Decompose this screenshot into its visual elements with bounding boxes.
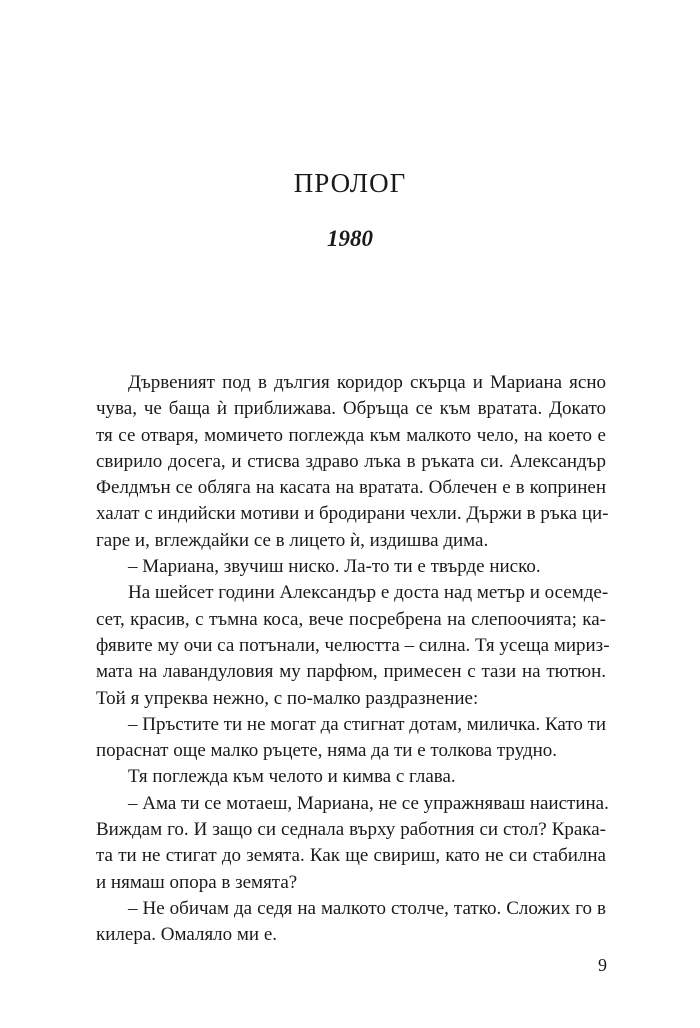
body-text [96,370,610,949]
text-line: – Ама ти се мотаеш, Мариана, не се упражняваш наистина. [128,792,609,814]
text-line: свирило досега, и стисва здраво лъка в ръката си. Александър [96,450,606,472]
text-line: халат с индийски мотиви и бродирани чехли. Държи в ръка ци- [96,503,609,525]
text-line: Тя поглежда към челото и кимва с глава. [128,766,456,788]
text-line: килера. Омаляло ми е. [96,924,278,946]
text-line: – Пръстите ти не могат да стигнат дотам, миличка. Като ти [128,713,607,735]
text-line: гаре и, вглеждайки се в лицето ѝ, издишва дима. [96,529,489,551]
text-line: – Не обичам да седя на малкото столче, татко. Сложих го в [128,897,606,919]
text-line: та ти не стигат до земята. Как ще свириш, като не си стабилна [96,845,606,867]
text-line: фявите му очи са потънали, челюстта – силна. Тя усеща мириз- [96,634,610,656]
text-line: – Мариана, звучиш ниско. Ла-то ти е твърде ниско. [128,556,541,578]
text-line: сет, красив, с тъмна коса, вече посребрена на слепоочията; ка- [96,608,606,630]
text-line: мата на лавандуловия му парфюм, примесен с тази на тютюн. [96,661,606,683]
text-line: На шейсет години Александър е доста над метър и осемде- [128,582,609,604]
text-line: Виждам го. И защо си седнала върху работния си стол? Крака- [96,819,606,841]
chapter-title: ПРОЛОГ [293,168,407,198]
text-line: Фелдмън се обляга на касата на вратата. Облечен е в копринен [96,477,606,499]
text-line: чува, че баща ѝ приближава. Обръща се към вратата. Докато [96,398,606,420]
page-number: 9 [598,955,607,975]
text-line: Той я упреква нежно, с по-малко раздразнение: [96,687,479,709]
text-line: пораснат още малко ръцете, няма да ти е толкова трудно. [96,740,558,762]
text-line: Дървеният под в дългия коридор скърца и Мариана ясно [128,372,606,393]
chapter-year: 1980 [327,226,373,251]
text-line: тя се отваря, момичето поглежда към малкото чело, на което е [96,424,606,446]
text-line: и нямаш опора в земята? [96,871,298,893]
